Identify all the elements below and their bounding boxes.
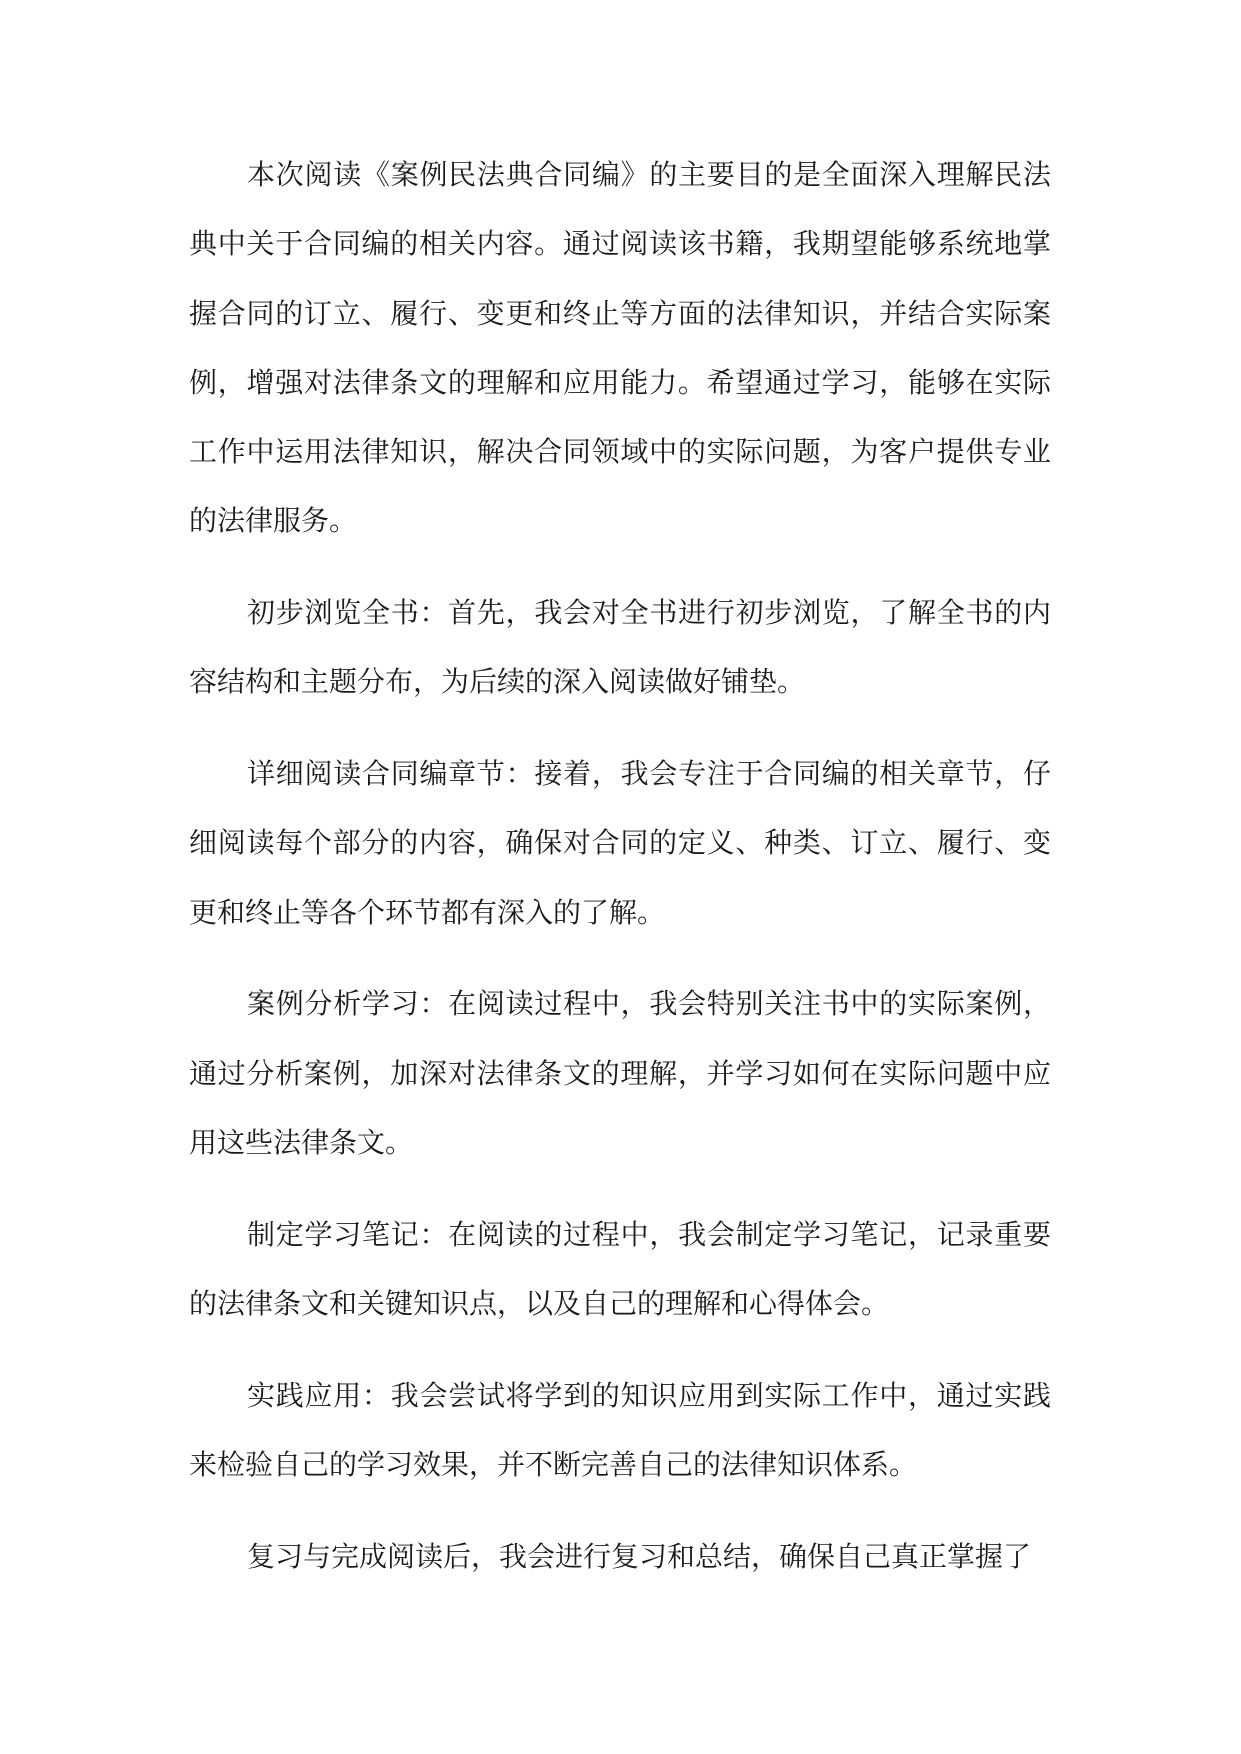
paragraph-case-analysis: 案例分析学习：在阅读过程中，我会特别关注书中的实际案例，通过分析案例，加深对法律条文的理解，并学习如何在实际问题中应用这些法律条文。: [189, 987, 1051, 1160]
paragraph-preliminary-browse: 初步浏览全书：首先，我会对全书进行初步浏览，了解全书的内容结构和主题分布，为后续的深入阅读做好铺垫。: [189, 596, 1051, 699]
paragraph-study-notes: 制定学习笔记：在阅读的过程中，我会制定学习笔记，记录重要的法律条文和关键知识点，以及自己的理解和心得体会。: [189, 1217, 1051, 1321]
paragraph-detailed-reading: 详细阅读合同编章节：接着，我会专注于合同编的相关章节，仔细阅读每个部分的内容，确保对合同的定义、种类、订立、履行、变更和终止等各个环节都有深入的了解。: [189, 757, 1051, 929]
paragraph-practical-application: 实践应用：我会尝试将学到的知识应用到实际工作中，通过实践来检验自己的学习效果，并不断完善自己的法律知识体系。: [189, 1378, 1051, 1481]
paragraph-review: 复习与完成阅读后，我会进行复习和总结，确保自己真正掌握了: [247, 1539, 1032, 1573]
document-body: [189, 140, 1051, 1613]
paragraph-reading-purpose: 本次阅读《案例民法典合同编》的主要目的是全面深入理解民法典中关于合同编的相关内容。通过阅读该书籍，我期望能够系统地掌握合同的订立、履行、变更和终止等方面的法律知识，并结合实际案例，增强对法律条文的理解和应用能力。希望通过学习，能够在实际工作中运用法律知识，解决合同领域中的实际问题，为客户提供专业的法律服务。: [189, 158, 1051, 538]
